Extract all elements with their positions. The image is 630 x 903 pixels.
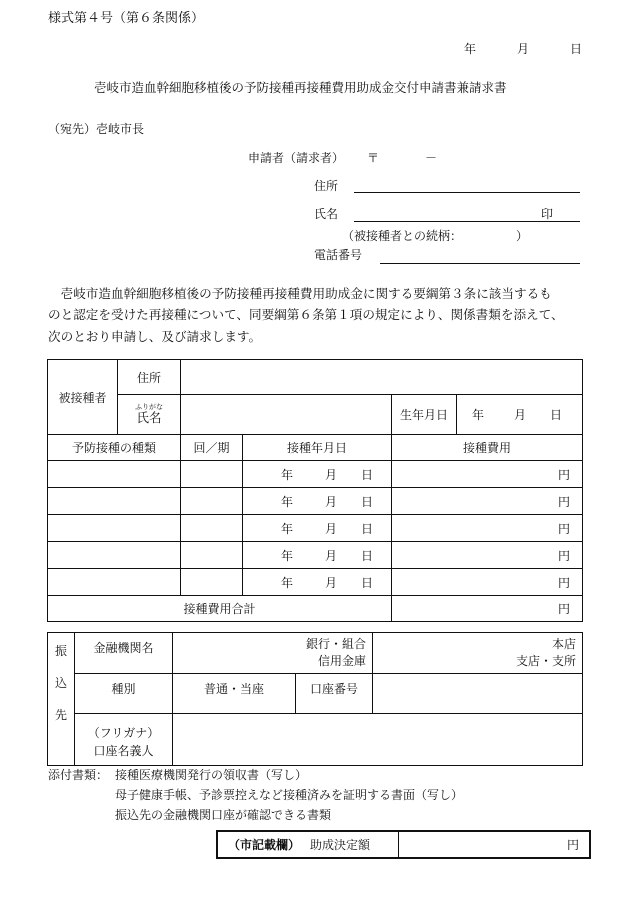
header-date-year: 年 xyxy=(464,42,477,56)
dose-cell[interactable] xyxy=(181,542,243,569)
branch-type-1: 本店 xyxy=(552,636,577,651)
account-row xyxy=(48,674,583,714)
recipient-name-label: 氏名 xyxy=(136,410,162,426)
cost-cell[interactable]: 円 xyxy=(392,542,583,569)
date-cell[interactable] xyxy=(243,461,392,488)
recipient-address-row xyxy=(48,360,583,395)
recipient-name-cell[interactable] xyxy=(181,395,392,435)
dose-cell[interactable] xyxy=(181,461,243,488)
date-cell[interactable] xyxy=(243,569,392,596)
account-type-label: 種別 xyxy=(75,674,173,714)
subsidy-amount-field[interactable] xyxy=(398,832,589,857)
attachments-label: 添付書類： xyxy=(48,768,109,782)
date-month: 月 xyxy=(324,494,337,509)
side-label-1: 振 xyxy=(54,644,67,658)
cost-cell[interactable]: 円 xyxy=(392,461,583,488)
date-cell[interactable] xyxy=(243,488,392,515)
date-day: 日 xyxy=(360,467,373,482)
page-title: 壱岐市造血幹細胞移植後の予防接種再接種費用助成金交付申請書兼請求書 xyxy=(94,80,507,95)
phone-label: 電話番号 xyxy=(314,248,363,262)
dose-cell[interactable] xyxy=(181,569,243,596)
total-cost-cell[interactable]: 円 xyxy=(392,596,583,622)
account-type-value[interactable]: 普通・当座 xyxy=(173,674,296,714)
table-row xyxy=(48,569,583,596)
vaccine-type-cell[interactable] xyxy=(48,569,181,596)
institution-label: 金融機関名 xyxy=(75,633,173,674)
recipient-name-label-cell xyxy=(118,395,181,435)
form-id: 様式第４号（第６条関係） xyxy=(48,11,205,26)
date-year: 年 xyxy=(280,575,293,590)
header-date: 接種年月日 xyxy=(243,435,392,461)
header-date-month: 月 xyxy=(517,42,530,56)
attachment-item-3: 振込先の金融機関口座が確認できる書類 xyxy=(115,808,332,822)
header-vaccine-type: 予防接種の種類 xyxy=(48,435,181,461)
header-dose: 回／期 xyxy=(181,435,243,461)
cost-cell[interactable]: 円 xyxy=(392,569,583,596)
table-row xyxy=(48,461,583,488)
date-cell[interactable] xyxy=(243,542,392,569)
date-month: 月 xyxy=(324,575,337,590)
table-row xyxy=(48,515,583,542)
date-year: 年 xyxy=(280,548,293,563)
header-date-day: 日 xyxy=(570,42,583,56)
subsidy-amount-unit: 円 xyxy=(566,838,579,852)
holder-label-2: 口座名義人 xyxy=(93,743,154,758)
holder-row xyxy=(48,714,583,766)
body-line-3: 次のとおり申請し、及び請求します。 xyxy=(48,329,262,344)
seal-mark: 印 xyxy=(541,207,554,221)
holder-label-cell xyxy=(75,714,173,766)
table-row xyxy=(48,542,583,569)
date-month: 月 xyxy=(324,548,337,563)
cost-cell[interactable]: 円 xyxy=(392,515,583,542)
recipient-name-row xyxy=(48,395,583,435)
applicant-label: 申請者（請求者） xyxy=(248,151,345,165)
transfer-side-label xyxy=(48,633,75,766)
birthdate-cell[interactable] xyxy=(457,395,583,435)
postal-mark: 〒 xyxy=(367,151,380,165)
recipient-section-label: 被接種者 xyxy=(48,360,118,435)
account-number-cell[interactable] xyxy=(373,674,583,714)
dose-cell[interactable] xyxy=(181,515,243,542)
account-number-label: 口座番号 xyxy=(296,674,373,714)
vaccine-type-cell[interactable] xyxy=(48,515,181,542)
cost-cell[interactable]: 円 xyxy=(392,488,583,515)
vaccine-type-cell[interactable] xyxy=(48,461,181,488)
birthdate-year: 年 xyxy=(471,408,484,422)
body-line-2: のと認定を受けた再接種について、同要綱第６条第１項の規定により、関係書類を添えて、 xyxy=(48,307,564,322)
attachment-item-2: 母子健康手帳、予診票控えなど接種済みを証明する書面（写し） xyxy=(115,788,464,802)
body-line-1: 壱岐市造血幹細胞移植後の予防接種再接種費用助成金に関する要綱第３条に該当するも xyxy=(48,286,552,301)
branch-type-2: 支店・支所 xyxy=(516,654,577,668)
dose-cell[interactable] xyxy=(181,488,243,515)
bank-table xyxy=(47,632,583,766)
city-use-label: （市記載欄） xyxy=(227,838,300,852)
date-month: 月 xyxy=(324,521,337,536)
date-day: 日 xyxy=(360,494,373,509)
subsidy-amount-label: 助成決定額 xyxy=(310,838,371,852)
date-day: 日 xyxy=(360,521,373,536)
birthdate-month: 月 xyxy=(513,408,526,422)
recipient-address-label: 住所 xyxy=(118,360,181,395)
bank-name-row xyxy=(48,633,583,674)
name-label: 氏名 xyxy=(314,207,339,221)
date-year: 年 xyxy=(280,521,293,536)
date-day: 日 xyxy=(360,575,373,590)
birthdate-label: 生年月日 xyxy=(392,395,457,435)
date-year: 年 xyxy=(280,494,293,509)
furigana-label: ふりがな xyxy=(135,403,163,412)
date-day: 日 xyxy=(360,548,373,563)
city-use-box xyxy=(216,830,591,859)
postal-dash: － xyxy=(425,151,438,165)
vaccination-header-row xyxy=(48,435,583,461)
branch-type-cell[interactable] xyxy=(373,633,583,674)
holder-name-cell[interactable] xyxy=(173,714,583,766)
vaccination-table xyxy=(47,359,583,622)
bank-type-1: 銀行・組合 xyxy=(306,636,367,651)
date-month: 月 xyxy=(324,467,337,482)
side-label-2: 込 xyxy=(54,676,67,690)
name-field-line[interactable] xyxy=(354,221,580,222)
header-cost: 接種費用 xyxy=(392,435,583,461)
side-label-3: 先 xyxy=(54,708,67,722)
date-year: 年 xyxy=(280,467,293,482)
address-label: 住所 xyxy=(314,179,339,193)
date-cell[interactable] xyxy=(243,515,392,542)
vaccine-type-cell[interactable] xyxy=(48,488,181,515)
addressee: （宛先）壱岐市長 xyxy=(48,122,145,136)
phone-field-line[interactable] xyxy=(380,263,580,264)
bank-type-2: 信用金庫 xyxy=(318,654,367,668)
relation-note: （被接種者との続柄： ） xyxy=(342,229,529,243)
bank-type-cell[interactable] xyxy=(173,633,373,674)
total-label: 接種費用合計 xyxy=(48,596,392,622)
holder-label-1: （フリガナ） xyxy=(87,725,160,740)
total-row xyxy=(48,596,583,622)
table-row xyxy=(48,488,583,515)
birthdate-day: 日 xyxy=(549,408,562,422)
attachment-item-1: 接種医療機関発行の領収書（写し） xyxy=(115,768,308,782)
address-field-line[interactable] xyxy=(354,192,580,193)
recipient-address-cell[interactable] xyxy=(181,360,583,395)
vaccine-type-cell[interactable] xyxy=(48,542,181,569)
